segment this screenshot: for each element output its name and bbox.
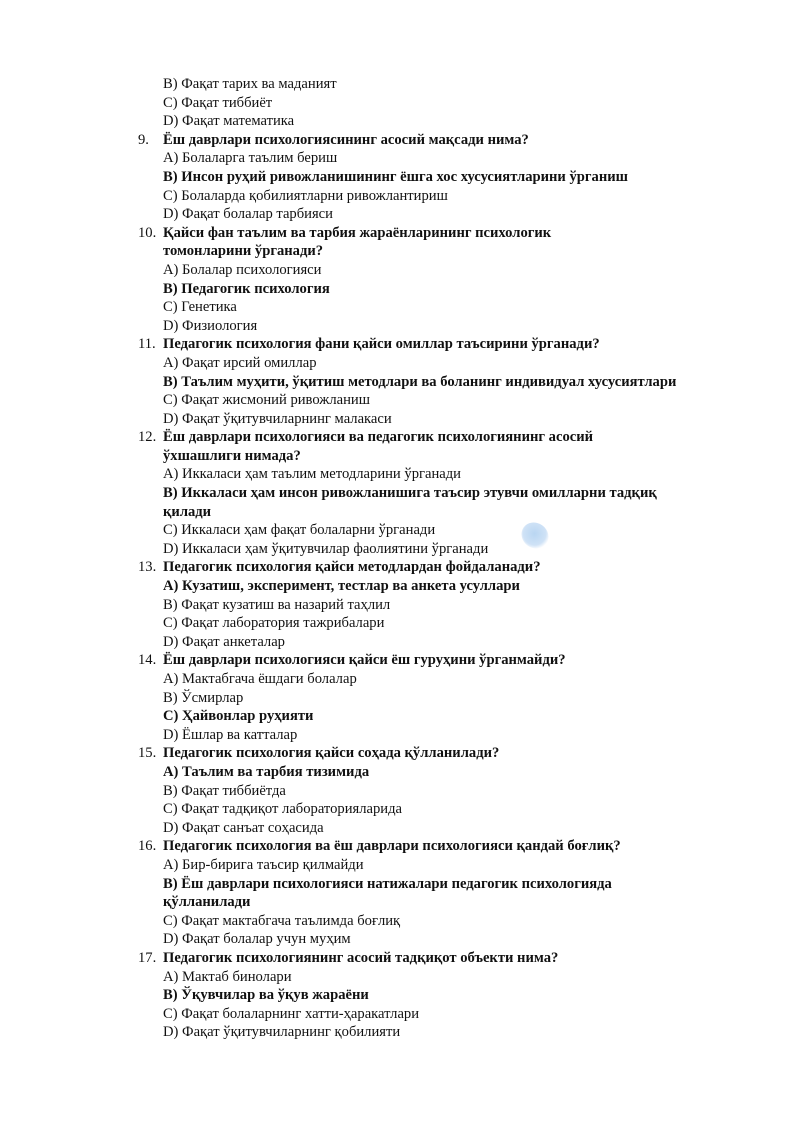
question-11 [0, 335, 800, 354]
question-text: Педагогик психология қайси соҳада қўлланилади? [163, 745, 500, 762]
option-c: C) Иккаласи ҳам фақат болаларни ўрганади [163, 522, 436, 539]
question-number: 9. [138, 131, 149, 148]
option-c: C) Генетика [163, 299, 237, 316]
option-d: D) Физиология [163, 317, 258, 334]
option-b: B) Фақат тиббиётда [163, 782, 286, 799]
option-a: A) Мактабгача ёшдаги болалар [163, 671, 357, 687]
question-number: 15. [138, 745, 157, 762]
option-a: A) Бир-бирига таъсир қилмайди [163, 856, 364, 873]
question-text: Ёш даврлари психологиясининг асосий мақсади нима? [163, 131, 529, 148]
question-text: Педагогик психология қайси методлардан фойдаланади? [163, 559, 541, 576]
option-b-correct: B) Инсон руҳий ривожланишининг ёшга хос хусусиятларини ўрганиш [163, 168, 628, 185]
question-15 [0, 744, 800, 763]
option-b: B) Фақат кузатиш ва назарий таҳлил [163, 596, 391, 613]
prev-option-b: B) Фақат тарих ва маданият [163, 76, 337, 92]
question-14 [0, 651, 800, 670]
question-text-continued: томонларини ўрганади? [163, 243, 324, 260]
question-10 [0, 224, 800, 243]
option-b-correct: B) Иккаласи ҳам инсон ривожланишига таъсир этувчи омилларни тадқиқ [163, 485, 657, 502]
question-text: Қайси фан таълим ва тарбия жараёнларининг психологик [163, 224, 552, 241]
option-d: D) Фақат болалар учун муҳим [163, 931, 351, 948]
option-d: D) Фақат анкеталар [163, 633, 285, 650]
option-a: A) Болалар психологияси [163, 261, 322, 278]
option-b-correct: B) Ўқувчилар ва ўқув жараёни [163, 987, 369, 1004]
option-c: C) Фақат жисмоний ривожланиш [163, 392, 370, 409]
option-a: A) Мактаб бинолари [163, 968, 292, 985]
option-a: A) Фақат ирсий омиллар [163, 354, 317, 371]
option-a: A) Болаларга таълим бериш [163, 150, 338, 167]
option-a-correct: A) Кузатиш, эксперимент, тестлар ва анкета усуллари [163, 578, 520, 595]
question-number: 12. [138, 429, 157, 446]
option-b-correct: B) Таълим муҳити, ўқитиш методлари ва боланинг индивидуал хусусиятлари [163, 373, 677, 390]
option-b-correct-continued: қилади [163, 503, 212, 520]
option-b: B) Ўсмирлар [163, 689, 244, 706]
question-number: 17. [138, 949, 157, 966]
option-c: C) Болаларда қобилиятларни ривожлантириш [163, 187, 448, 204]
question-9 [0, 131, 800, 150]
prev-option-d: D) Фақат математика [163, 113, 295, 130]
question-text: Ёш даврлари психологияси қайси ёш гуруҳини ўрганмайди? [163, 652, 566, 669]
question-text: Педагогик психология ва ёш даврлари психологияси қандай боғлиқ? [163, 838, 621, 855]
option-b-correct: B) Педагогик психология [163, 280, 330, 297]
question-text: Педагогик психологиянинг асосий тадқиқот объекти нима? [163, 949, 559, 966]
option-c: C) Фақат болаларнинг хатти-ҳаракатлари [163, 1005, 420, 1022]
option-c: C) Фақат тадқиқот лабораторияларида [163, 801, 402, 818]
option-d: D) Иккаласи ҳам ўқитувчилар фаолиятини ўрганади [163, 540, 489, 557]
question-number: 10. [138, 224, 157, 241]
option-d: D) Фақат ўқитувчиларнинг қобилияти [163, 1024, 401, 1041]
question-text: Ёш даврлари психологияси ва педагогик психологиянинг асосий [163, 429, 594, 446]
question-16 [0, 837, 800, 856]
option-d: D) Фақат ўқитувчиларнинг малакаси [163, 410, 392, 427]
question-17 [0, 949, 800, 968]
option-c: C) Фақат лаборатория тажрибалари [163, 615, 385, 632]
option-d: D) Фақат болалар тарбияси [163, 206, 333, 223]
question-13 [0, 558, 800, 577]
option-d: D) Фақат санъат соҳасида [163, 819, 324, 836]
prev-option-c: C) Фақат тиббиёт [163, 94, 273, 111]
option-b-correct: B) Ёш даврлари психологияси натижалари педагогик психологияда [163, 875, 612, 892]
question-text: Педагогик психология фани қайси омиллар таъсирини ўрганади? [163, 336, 600, 353]
document-page [0, 75, 800, 1042]
question-number: 13. [138, 559, 157, 576]
option-d: D) Ёшлар ва катталар [163, 726, 298, 743]
question-12 [0, 428, 800, 447]
option-b-correct-continued: қўлланилади [163, 894, 251, 911]
option-c: C) Фақат мактабгача таълимда боғлиқ [163, 912, 401, 929]
question-number: 14. [138, 652, 157, 669]
question-number: 16. [138, 838, 157, 855]
option-a-correct: A) Таълим ва тарбия тизимида [163, 763, 370, 780]
question-number: 11. [138, 336, 156, 353]
question-text-continued: ўхшашлиги нимада? [163, 447, 301, 464]
option-c-correct: C) Ҳайвонлар руҳияти [163, 708, 314, 725]
option-a: A) Иккаласи ҳам таълим методларини ўрганади [163, 466, 461, 483]
